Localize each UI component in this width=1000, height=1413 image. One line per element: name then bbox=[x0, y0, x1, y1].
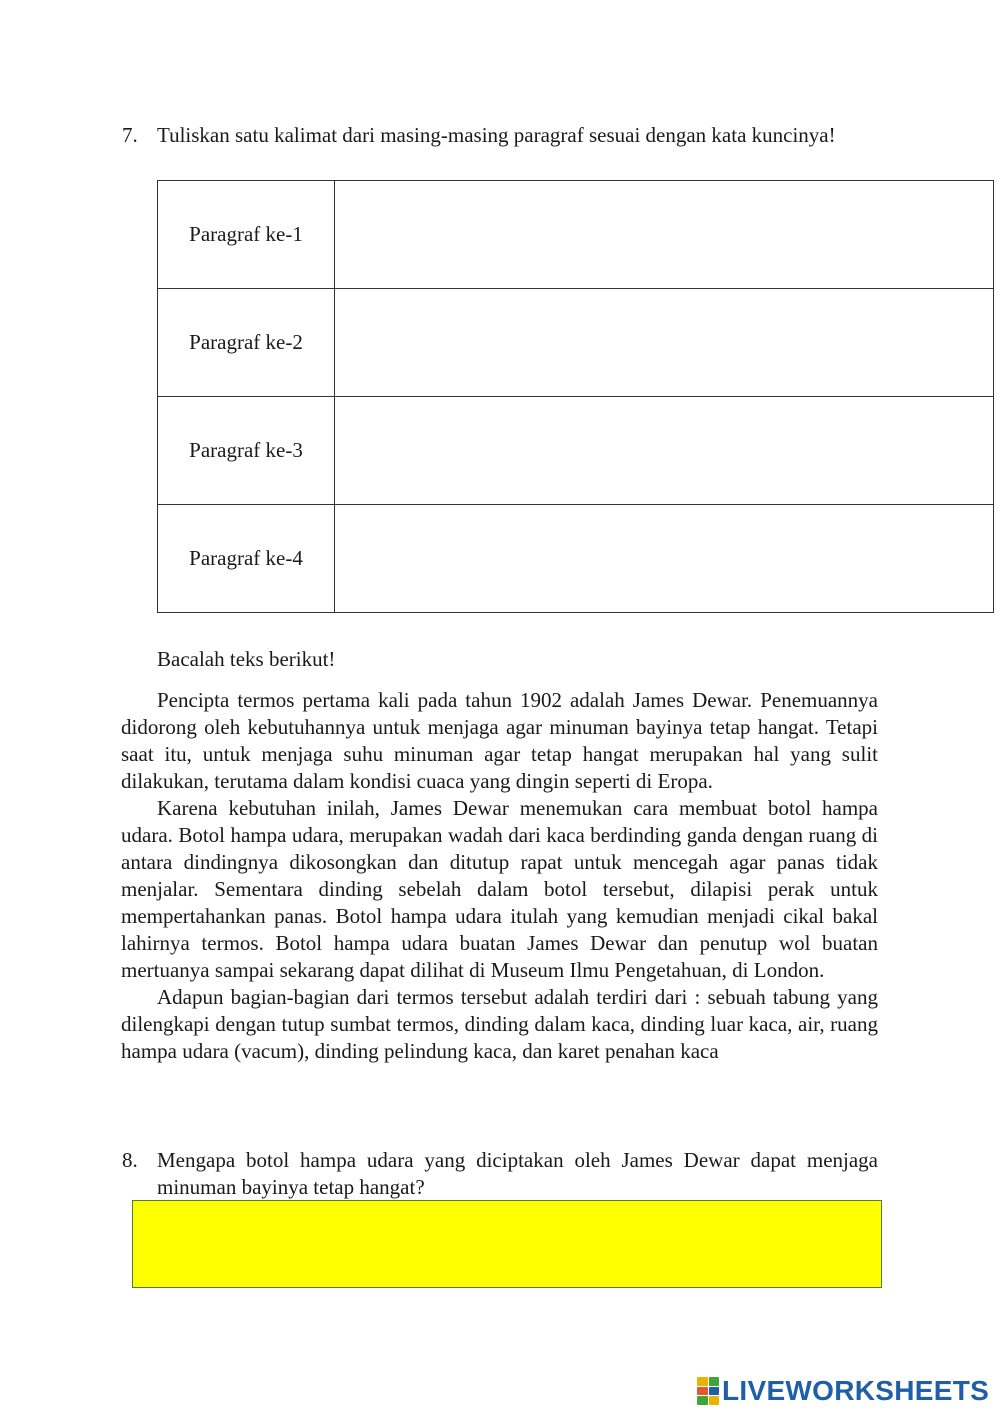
question-7-number: 7. bbox=[122, 123, 138, 147]
reading-instruction: Bacalah teks berikut! bbox=[157, 647, 336, 671]
question-7-text: Tuliskan satu kalimat dari masing-masing paragraf sesuai dengan kata kuncinya! bbox=[157, 123, 836, 147]
question-8-number: 8. bbox=[122, 1148, 138, 1172]
passage-paragraph: Karena kebutuhan inilah, James Dewar menemukan cara membuat botol hampa udara. Botol hampa udara, merupakan wadah dari kaca berdinding ganda dengan ruang di antara dindingnya dikosongkan dan ditutup rapat untuk mencegah agar panas tidak menjalar. Sementara dinding sebelah dalam botol tersebut, dilapisi perak untuk mempertahankan panas. Botol hampa udara itulah yang kemudian menjadi cikal bakal lahirnya termos. Botol hampa udara buatan James Dewar dan penutup wol buatan mertuanya sampai sekarang dapat dilihat di Museum Ilmu Pengetahuan, di London. bbox=[121, 796, 878, 982]
question-8-answer-field[interactable] bbox=[132, 1200, 882, 1288]
liveworksheets-logo bbox=[697, 1376, 989, 1406]
table-row bbox=[158, 397, 994, 505]
paragraph-label: Paragraf ke-4 bbox=[158, 505, 335, 613]
paragraph-4-answer-field[interactable] bbox=[335, 505, 994, 613]
paragraph-1-answer-field[interactable] bbox=[335, 181, 994, 289]
table-row bbox=[158, 505, 994, 613]
paragraph-2-answer-field[interactable] bbox=[335, 289, 994, 397]
logo-text: LIVEWORKSHEETS bbox=[722, 1375, 990, 1406]
reading-passage bbox=[121, 687, 878, 1065]
liveworksheets-logo-mark-icon bbox=[697, 1377, 719, 1405]
question-8-text: Mengapa botol hampa udara yang diciptakan oleh James Dewar dapat menjaga minuman bayinya tetap hangat? bbox=[157, 1148, 878, 1199]
paragraph-label: Paragraf ke-2 bbox=[158, 289, 335, 397]
table-row bbox=[158, 289, 994, 397]
table-row bbox=[158, 181, 994, 289]
paragraph-label: Paragraf ke-1 bbox=[158, 181, 335, 289]
paragraph-answer-table bbox=[157, 180, 994, 613]
passage-paragraph: Adapun bagian-bagian dari termos tersebut adalah terdiri dari : sebuah tabung yang dilengkapi dengan tutup sumbat termos, dinding dalam kaca, dinding luar kaca, air, ruang hampa udara (vacum), dinding pelindung kaca, dan karet penahan kaca bbox=[121, 985, 878, 1063]
paragraph-label: Paragraf ke-3 bbox=[158, 397, 335, 505]
passage-paragraph: Pencipta termos pertama kali pada tahun 1902 adalah James Dewar. Penemuannya didorong oleh kebutuhannya untuk menjaga agar minuman bayinya tetap hangat. Tetapi saat itu, untuk menjaga suhu minuman agar tetap hangat merupakan hal yang sulit dilakukan, terutama dalam kondisi cuaca yang dingin seperti di Eropa. bbox=[121, 688, 878, 793]
paragraph-3-answer-field[interactable] bbox=[335, 397, 994, 505]
